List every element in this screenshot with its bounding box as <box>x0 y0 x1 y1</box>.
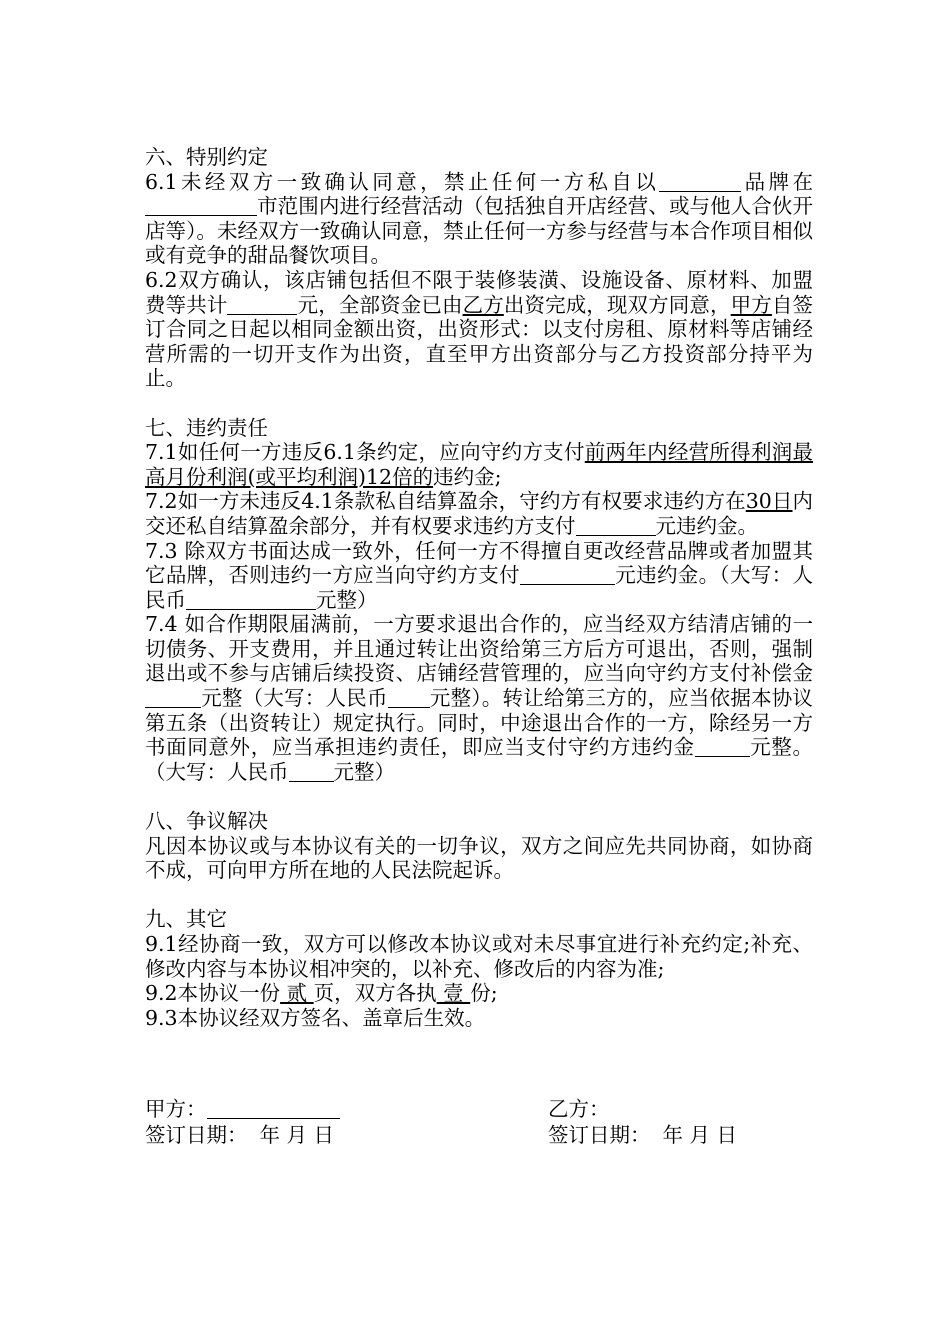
penalty-amount-blank[interactable] <box>695 736 750 758</box>
clause-text: 元违约金。 <box>655 513 758 538</box>
party-b-underlined: 乙方 <box>462 292 504 317</box>
clause-text: 7.1如任何一方违反6.1条约定，应向守约方支付 <box>145 440 585 465</box>
penalty-amount-blank[interactable] <box>520 564 615 586</box>
amount-in-words-blank[interactable] <box>186 588 316 610</box>
party-a-line <box>145 1096 340 1122</box>
date-label: 签订日期： <box>548 1123 651 1147</box>
party-b-signature <box>548 1096 737 1148</box>
clause-6-2 <box>145 268 813 391</box>
clause-7-4 <box>145 612 813 784</box>
party-a-underlined: 甲方 <box>730 292 772 317</box>
spacer <box>145 784 813 809</box>
clause-text: 份; <box>470 981 498 1006</box>
amount-blank[interactable] <box>227 293 297 315</box>
clause-8: 凡因本协议或与本协议有关的一切争议，双方之间应先共同协商，如协商不成，可向甲方所在地的人民法院起诉。 <box>145 833 813 883</box>
clause-text: 元整（大写：人民币 <box>201 686 388 711</box>
clause-text: 9.2本协议一份 <box>145 981 281 1006</box>
party-a-label: 甲方： <box>145 1097 207 1121</box>
spacer <box>145 883 813 908</box>
clause-text: 元违约金。（大写：人民币 <box>145 563 814 612</box>
section-9-heading: 九、其它 <box>145 907 227 932</box>
party-a-date-line <box>145 1122 340 1148</box>
clause-text: 元整。（大写：人民币 <box>145 735 814 784</box>
clause-text: 6.1未经双方一致确认同意，禁止任何一方私自以 <box>145 169 660 194</box>
clause-text: 出资完成，现双方同意， <box>503 292 731 317</box>
clause-7-1 <box>145 440 813 489</box>
clause-7-3 <box>145 539 813 613</box>
section-7-heading: 七、违约责任 <box>145 415 268 440</box>
date-value: 年 月 日 <box>662 1123 738 1147</box>
clause-9-3: 9.3本协议经双方签名、盖章后生效。 <box>145 1005 486 1030</box>
brand-blank[interactable] <box>659 170 741 192</box>
clause-text: 内交还私自结算盈余部分，并有权要求违约方支付 <box>145 489 813 538</box>
clause-text: 7.3 除双方书面达成一致外，任何一方不得擅自更改经营品牌或者加盟其它品牌，否则违约一方应当向守约方支付 <box>145 538 813 588</box>
page-count-underlined: 贰 <box>280 981 314 1006</box>
party-b-line <box>548 1096 737 1122</box>
compensation-blank[interactable] <box>145 687 201 709</box>
clause-9-2 <box>145 981 813 1006</box>
clause-text: 6.2双方确认，该店铺包括但不限于装修装潢、设施设备、原材料、加盟费等共计 <box>145 267 813 317</box>
amount-in-words-blank[interactable] <box>289 760 334 782</box>
party-a-signature <box>145 1096 340 1148</box>
date-label: 签订日期： <box>145 1123 248 1147</box>
clause-text: 元整） <box>333 759 395 784</box>
clause-text: 7.4 如合作期限届满前，一方要求退出合作的，应当经双方结清店铺的一切债务、开支费用，并且通过转让出资给第三方后方可退出，否则，强制退出或不参与店铺后续投资、店铺经营管理的，应当向守约方支付补偿金 <box>145 612 813 686</box>
clause-9-1: 9.1经协商一致，双方可以修改本协议或对未尽事宜进行补充约定;补充、修改内容与本协议相冲突的，以补充、修改后的内容为准; <box>145 932 813 981</box>
section-6-heading: 六、特别约定 <box>145 145 268 169</box>
penalty-amount-blank[interactable] <box>576 514 656 536</box>
deadline-underlined: 30日 <box>745 489 793 514</box>
clause-text: 7.2如一方未违反4.1条款私自结算盈余，守约方有权要求违约方在 <box>145 489 746 514</box>
clause-text: 违约金; <box>433 464 502 489</box>
clause-7-2 <box>145 489 813 538</box>
party-b-label: 乙方： <box>548 1097 610 1121</box>
copy-count-underlined: 壹 <box>436 981 471 1006</box>
clause-text: 品牌在 <box>741 169 814 194</box>
clause-text: 元整）。转让给第三方的，应当依据本协议第五条（出资转让）规定执行。同时，中途退出合作的一方，除经另一方书面同意外，应当承担违约责任，即应当支付守约方违约金 <box>145 686 813 760</box>
clause-text: 自签订合同之日起以相同金额出资，出资形式：以支付房租、原材料等店铺经营所需的一切开支作为出资，直至甲方出资部分与乙方投资部分持平为止。 <box>145 292 814 391</box>
penalty-terms-underlined: 前两年内经营所得利润最高月份利润(或平均利润)12倍的 <box>145 440 813 489</box>
clause-text: 元整） <box>316 587 378 612</box>
date-value: 年 月 日 <box>259 1123 335 1147</box>
clause-text: 元，全部资金已由 <box>297 292 463 317</box>
amount-in-words-blank[interactable] <box>388 687 430 709</box>
spacer <box>145 391 813 416</box>
party-a-signature-field[interactable] <box>207 1098 340 1120</box>
clause-6-1 <box>145 170 813 268</box>
clause-text: 市范围内进行经营活动（包括独自开店经营、或与他人合伙开店等）。未经双方一致确认同意，禁止任何一方参与经营与本合作项目相似或有竞争的甜品餐饮项目。 <box>145 194 813 268</box>
party-b-date-line <box>548 1122 737 1148</box>
contract-body <box>145 145 813 1030</box>
clause-text: 页，双方各执 <box>313 981 437 1006</box>
city-blank[interactable] <box>145 195 257 217</box>
section-8-heading: 八、争议解决 <box>145 809 268 834</box>
